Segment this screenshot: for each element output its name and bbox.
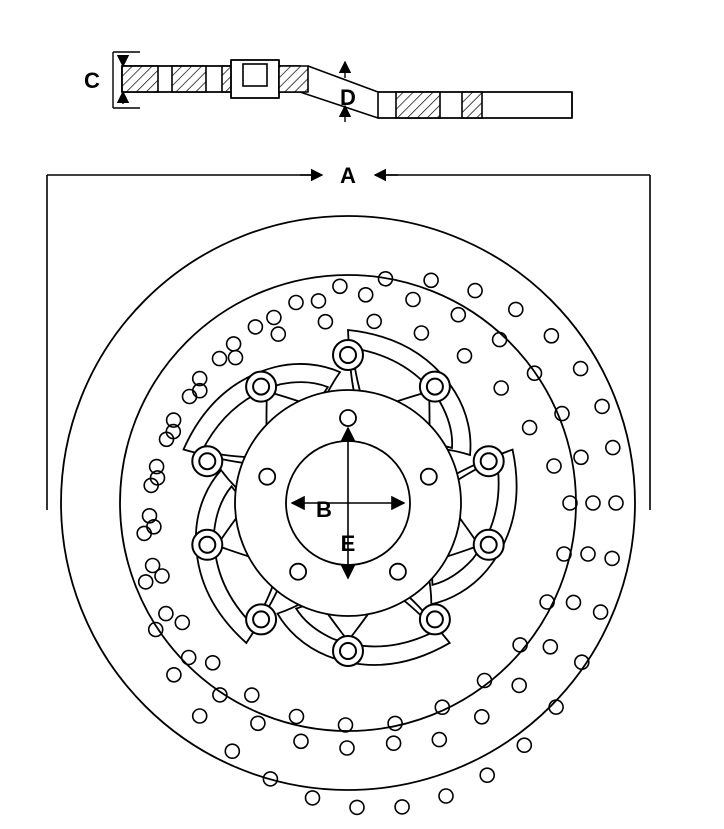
label-b: B [316,496,332,522]
side-right-disc [378,92,572,118]
label-c: C [84,67,100,93]
label-e: E [340,530,356,556]
label-a: A [340,162,356,188]
side-hub-boss [231,60,279,98]
label-d: D [340,84,356,110]
side-transition [279,66,378,118]
front-view [61,216,635,814]
